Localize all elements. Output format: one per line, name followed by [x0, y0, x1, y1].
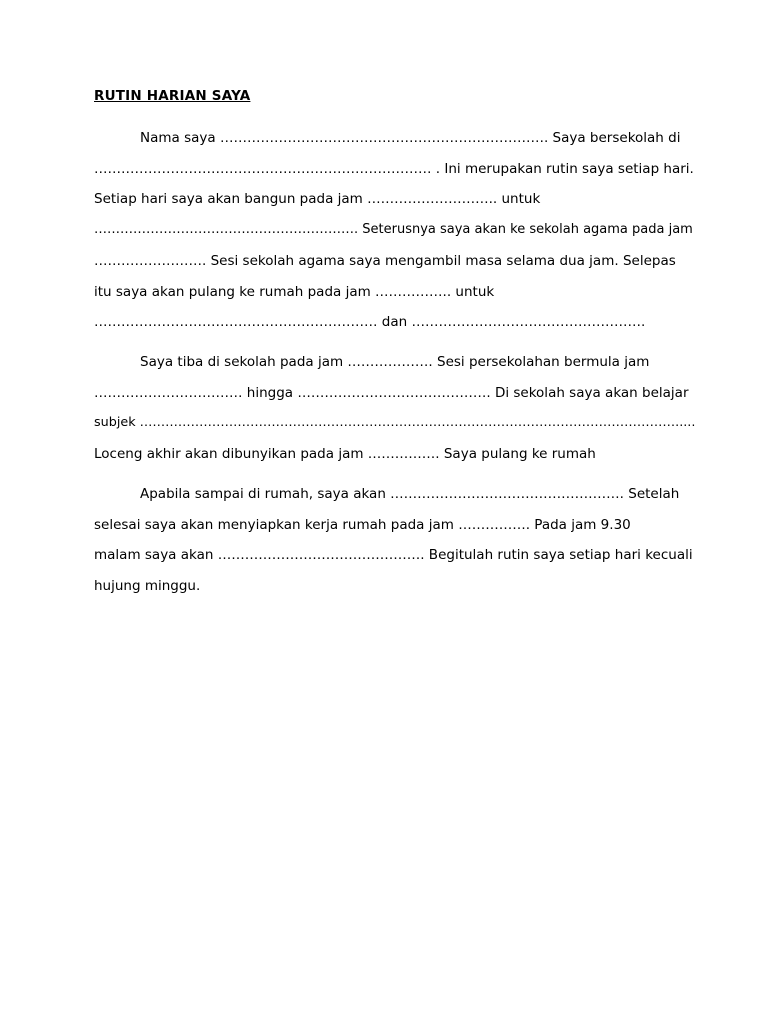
document-title: RUTIN HARIAN SAYA: [94, 88, 251, 104]
paragraph-3-line-3: malam saya akan ………………………………………. Begitulah rutin saya setiap hari kecuali: [94, 547, 693, 563]
paragraph-3-line-2: selesai saya akan menyiapkan kerja rumah pada jam ……………. Pada jam 9.30: [94, 517, 631, 533]
paragraph-3-line-1: Apabila sampai di rumah, saya akan ……………………………………………. Setelah: [140, 486, 680, 502]
paragraph-3-line-4: hujung minggu.: [94, 578, 201, 594]
paragraph-2-line-1: Saya tiba di sekolah pada jam ………………. Sesi persekolahan bermula jam: [140, 354, 650, 370]
paragraph-2-line-3: subjek ……………………………………………………………………………………………………………….....: [94, 415, 696, 430]
paragraph-1-line-6: itu saya akan pulang ke rumah pada jam …………….. untuk: [94, 284, 495, 300]
paragraph-1-line-5: ……………………. Sesi sekolah agama saya mengambil masa selama dua jam. Selepas: [94, 253, 676, 269]
paragraph-1-line-3: Setiap hari saya akan bangun pada jam ……………………….. untuk: [94, 191, 541, 207]
paragraph-1-line-7: ……………………………………………………… dan …………………………………………….: [94, 314, 646, 330]
paragraph-1-line-4: ……………………………………………………. Seterusnya saya akan ke sekolah agama pada jam: [94, 222, 693, 237]
paragraph-1-line-2: ………………………………………………………………… . Ini merupakan rutin saya setiap hari.: [94, 161, 694, 177]
paragraph-2-line-2: …………………………… hingga ……………………………………. Di sekolah saya akan belajar: [94, 385, 689, 401]
paragraph-1-line-1: Nama saya ………………………………………………………………. Saya bersekolah di: [140, 130, 681, 146]
paragraph-2-line-4: Loceng akhir akan dibunyikan pada jam ……………. Saya pulang ke rumah: [94, 446, 596, 462]
